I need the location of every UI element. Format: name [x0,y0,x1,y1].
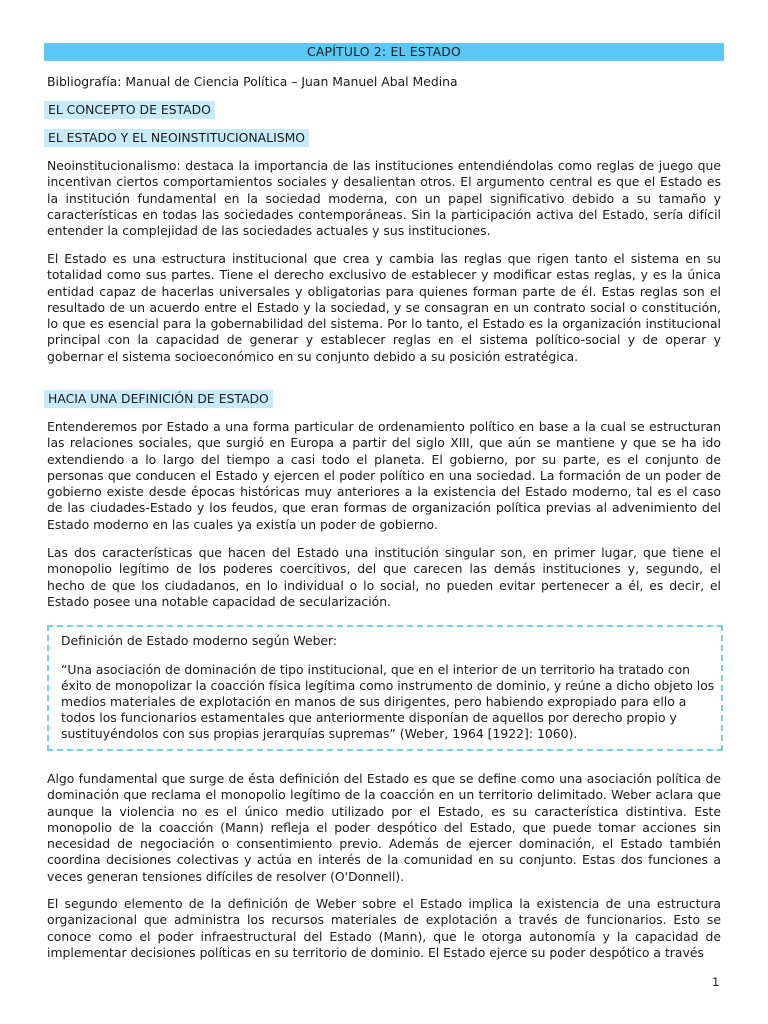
weber-definition-callout [47,625,723,751]
paragraph-state-definition: Entenderemos por Estado a una forma particular de ordenamiento político en base a la cual se estructuran las relaciones sociales, que surgió en Europa a partir del siglo XIII, que aún se mantiene y que se ha ido extendiendo a lo largo del tiempo a casi todo el planeta. El gobierno, por su parte, es el conjunto de personas que conducen el Estado y ejercen el poder político en una sociedad. La formación de un poder de gobierno existe desde épocas históricas muy anteriores a la existencia del Estado moderno, tal es el caso de las ciudades-Estado y los feudos, que eran formas de organización política previas al advenimiento del Estado moderno en las cuales ya existía un poder de gobierno. [47,419,721,532]
paragraph-neoinstitutionalism: Neoinstitucionalismo: destaca la importancia de las instituciones entendiéndolas como reglas de juego que incentivan ciertos comportamientos sociales y desalientan otros. El argumento central es que el Estado es la institución fundamental en la sociedad moderna, con un papel significativo debido a su tamaño y características en todas las sociedades contemporáneas. Sin la participación activa del Estado, sería difícil entender la complejidad de las sociedades actuales y sus instituciones. [47,158,721,239]
paragraph-state-characteristics: Las dos características que hacen del Estado una institución singular son, en primer lugar, que tiene el monopolio legítimo de los poderes coercitivos, del que carecen las demás instituciones y, segundo, el hecho de que los ciudadanos, en lo individual o lo social, no pueden evitar pertenecer a él, es decir, el Estado posee una notable capacidad de secularización. [47,545,721,609]
paragraph-state-structure: El Estado es una estructura institucional que crea y cambia las reglas que rigen tanto el sistema en su totalidad como sus partes. Tiene el derecho exclusivo de establecer y modificar estas reglas, y es la única entidad capaz de hacerlas universales y obligatorias para quienes forman parte de él. Estas reglas son el resultado de un acuerdo entre el Estado y la sociedad, y se consagran en un contrato social o constitución, lo que es esencial para la gobernabilidad del sistema. Por lo tanto, el Estado es la organización institucional principal con la capacidad de generar y establecer reglas en el sistema político-social y de operar y gobernar el sistema socioeconómico en su conjunto debido a su posición estratégica. [47,251,721,364]
page-number: 1 [712,975,720,989]
bibliography-line: Bibliografía: Manual de Ciencia Política – Juan Manuel Abal Medina [47,74,458,89]
paragraph-weber-analysis: Algo fundamental que surge de ésta definición del Estado es que se define como una asociación política de dominación que reclama el monopolio legítimo de la coacción en un territorio delimitado. Weber aclara que aunque la violencia no es el único medio utilizado por el Estado, es su característica distintiva. Este monopolio de la coacción (Mann) refleja el poder despótico del Estado, que puede tomar acciones sin necesidad de negociación o consentimiento previo. Además de ejercer dominación, el Estado también coordina decisiones colectivas y actúa en interés de la comunidad en su conjunto. Estas dos funciones a veces generan tensiones difíciles de resolver (O'Donnell). [47,771,721,884]
section-heading-definition: HACIA UNA DEFINICIÓN DE ESTADO [44,390,273,408]
paragraph-infrastructural-power: El segundo elemento de la definición de Weber sobre el Estado implica la existencia de una estructura organizacional que administra los recursos materiales de explotación a través de funcionarios. Esto se conoce como el poder infraestructural del Estado (Mann), que le otorga autonomía y la capacidad de implementar decisiones políticas en su territorio de dominio. El Estado ejerce su poder despótico a través [47,896,721,960]
section-heading-neoinstitutionalism: EL ESTADO Y EL NEOINSTITUCIONALISMO [44,129,309,147]
chapter-title: CAPÍTULO 2: EL ESTADO [44,43,724,61]
section-heading-concept: EL CONCEPTO DE ESTADO [44,101,215,119]
callout-quote: “Una asociación de dominación de tipo institucional, que en el interior de un territorio ha tratado con éxito de monopolizar la coacción física legítima como instrumento de dominio, y reúne a dicho objeto los medios materiales de explotación en manos de sus dirigentes, pero habiendo expropiado para ello a todos los funcionarios estamentales que anteriormente disponían de aquellos por derecho propio y sustituyéndolos con sus propias jerarquías supremas” (Weber, 1964 [1922]: 1060). [61,662,715,741]
callout-title: Definición de Estado moderno según Weber: [61,633,338,648]
